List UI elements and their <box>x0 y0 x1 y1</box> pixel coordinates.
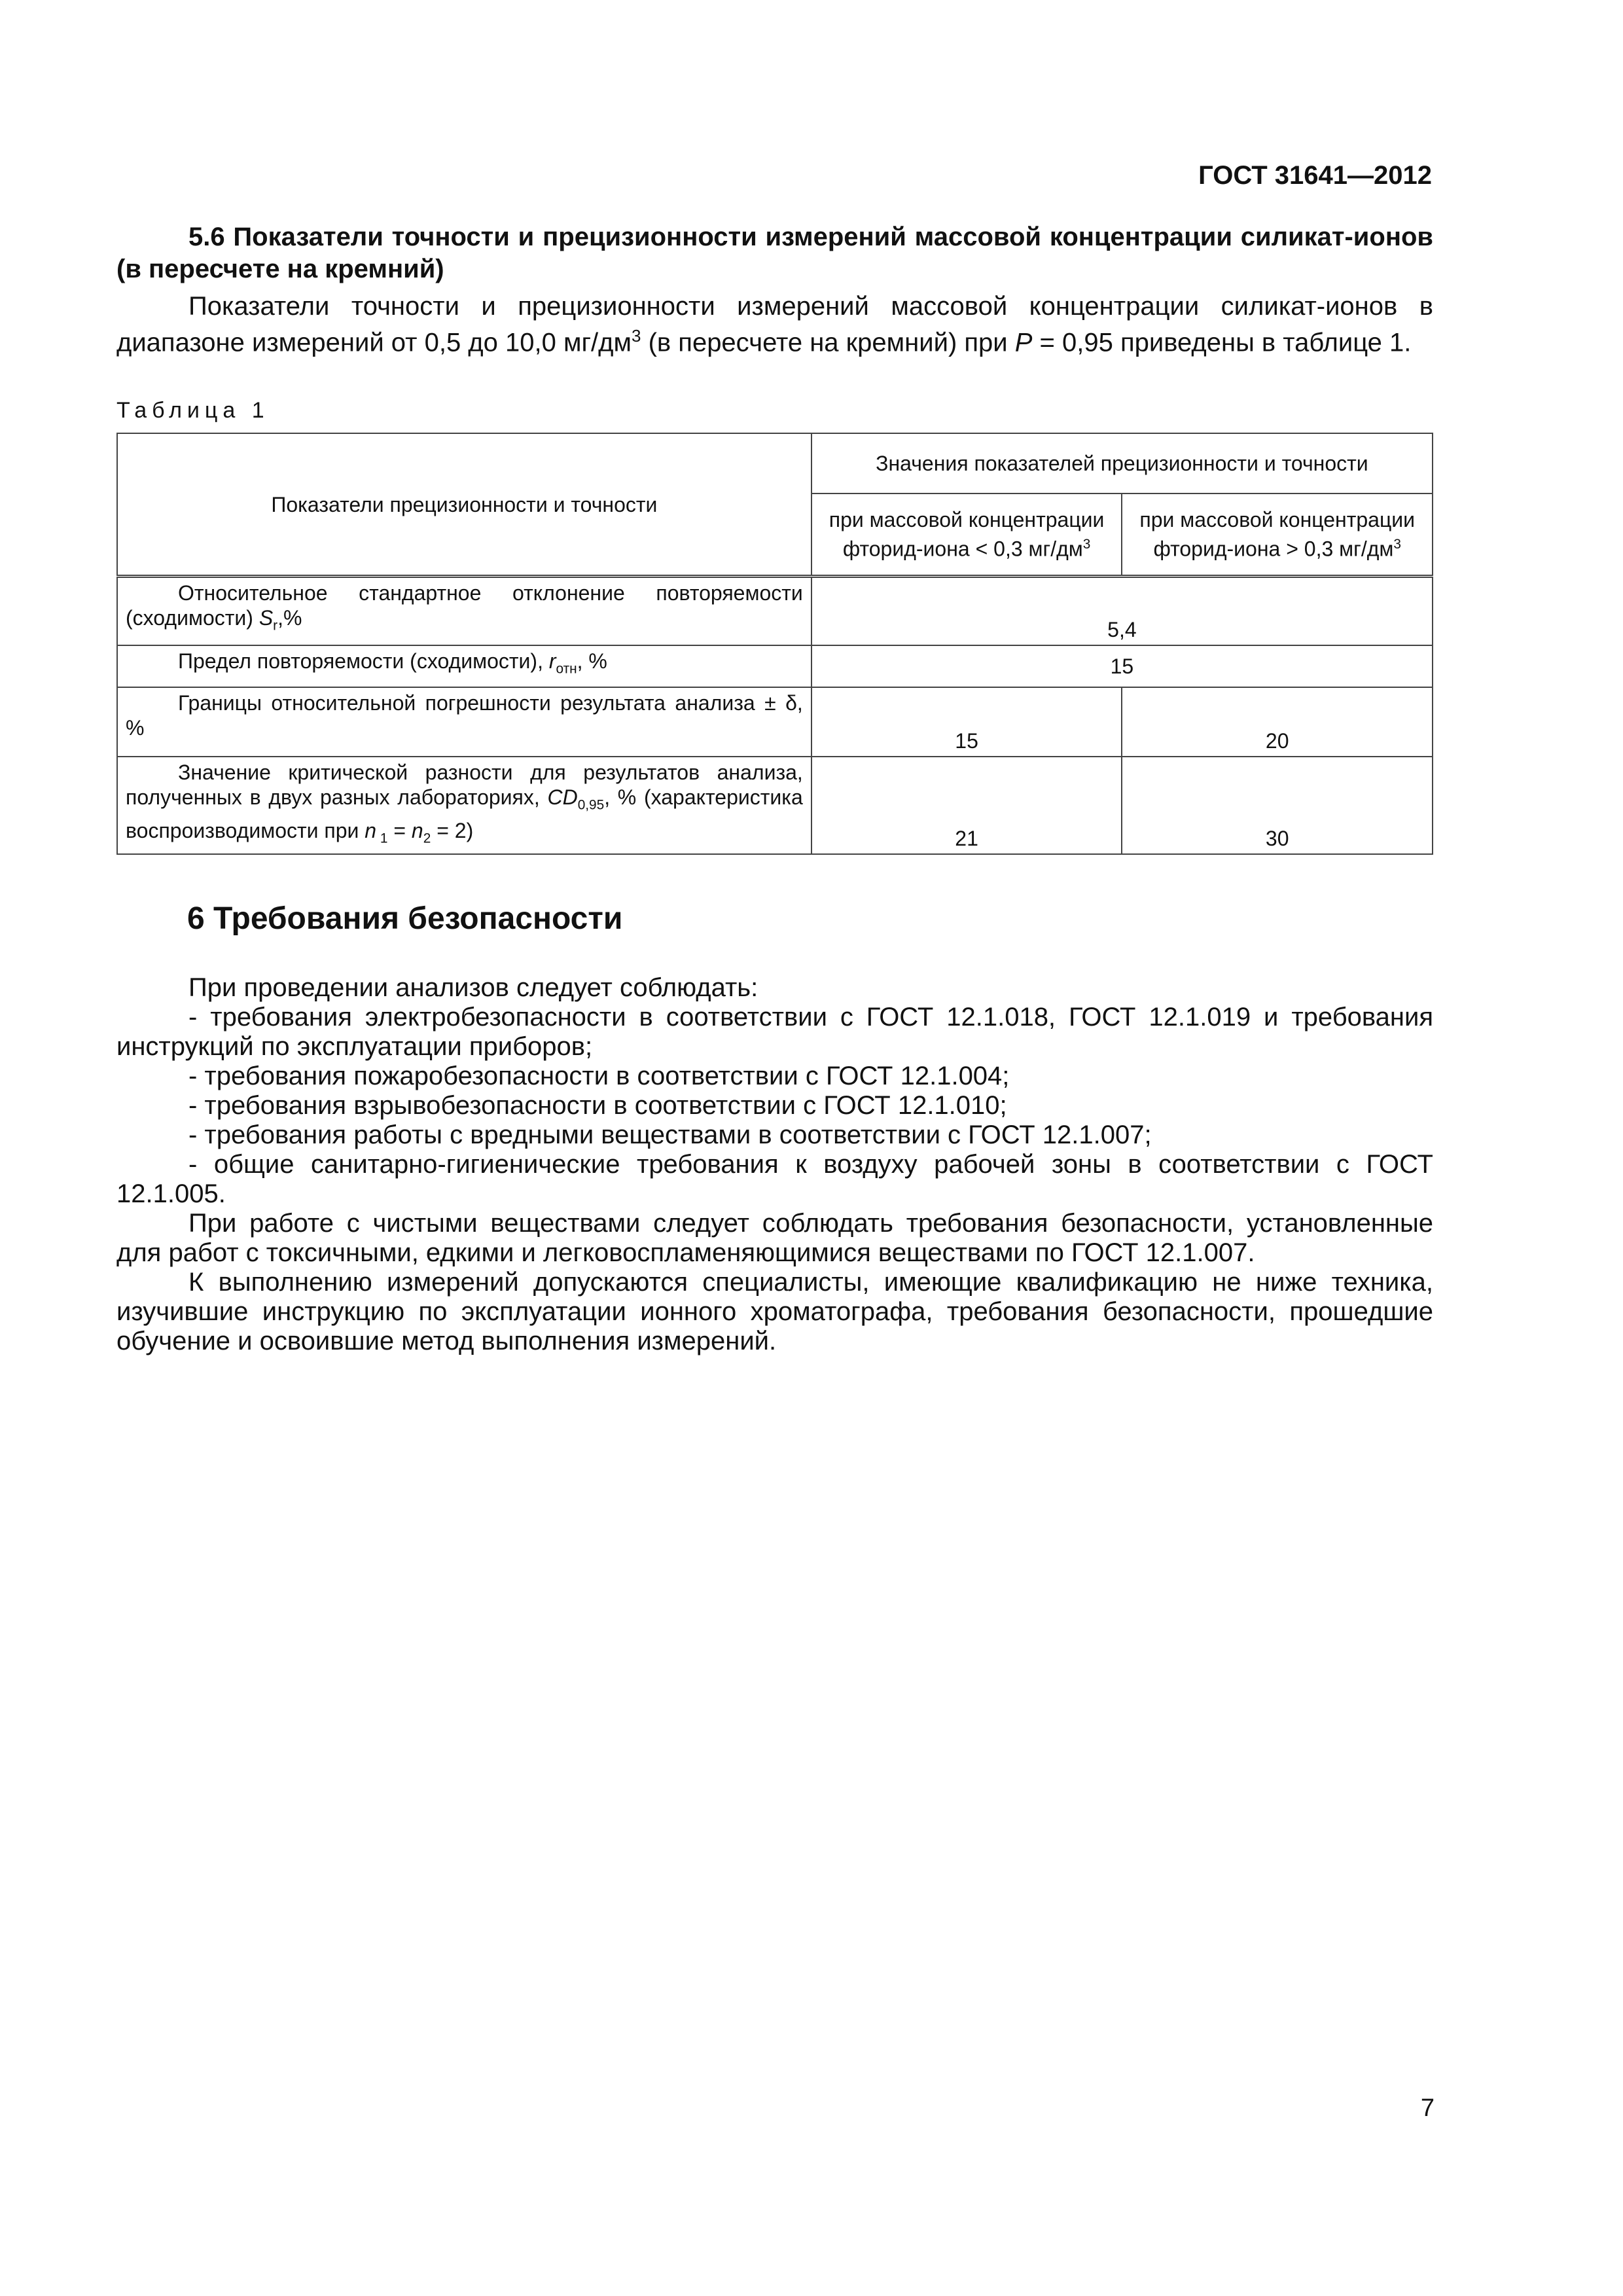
head-sub1-text: при массовой концентрации фторид-иона < 0,3 мг/дм <box>829 508 1105 561</box>
precision-table <box>116 433 1433 855</box>
row-label-var: S <box>259 605 274 630</box>
table-row <box>117 576 1433 645</box>
row-label-sub: r <box>273 618 278 634</box>
para-p-var: P <box>1014 328 1033 357</box>
row-label-n2: n <box>411 818 423 842</box>
table-head-values: Значения показателей прецизионности и точности <box>812 433 1433 493</box>
row-value-high: 20 <box>1122 687 1433 757</box>
para-text-c: = 0,95 приведены в таблице 1. <box>1032 328 1412 357</box>
list-item: - требования взрывобезопасности в соответствии с ГОСТ 12.1.010; <box>188 1091 1007 1121</box>
list-item: - общие санитарно-гигиенические требования к воздуху рабочей зоны в соответствии с ГОСТ 12.1.005. <box>116 1150 1433 1209</box>
row-label-tail: , % <box>577 649 607 673</box>
row-label: Границы относительной погрешности результата анализа ± δ, % <box>117 687 812 757</box>
list-item: - требования работы с вредными веществами в соответствии с ГОСТ 12.1.007; <box>188 1121 1152 1150</box>
section-6-paragraph-2: При работе с чистыми веществами следует соблюдать требования безопасности, установленные для работ с токсичными, едкими и легковоспламеняющимися веществами по ГОСТ 12.1.007. <box>116 1209 1433 1268</box>
row-label-n1: n <box>365 818 377 842</box>
row-value-low: 15 <box>812 687 1122 757</box>
row-value-low: 21 <box>812 757 1122 854</box>
para-sup: 3 <box>632 326 641 346</box>
row-label <box>117 757 812 854</box>
table-head-fluoride-high <box>1122 493 1433 576</box>
row-value: 5,4 <box>812 576 1433 645</box>
table-row <box>117 757 1433 854</box>
row-label-var: CD <box>547 785 578 810</box>
page-content <box>116 221 1433 1356</box>
para-text-a: Показатели точности и прецизионности измерений массовой концентрации силикат-ионов в диапазоне измерений от 0,5 до 10,0 мг/дм <box>116 292 1433 357</box>
table-head-indicators: Показатели прецизионности и точности <box>117 433 812 576</box>
row-label-n2-sub: 2 <box>423 831 431 846</box>
row-label-eq: = <box>387 818 412 842</box>
section-6-paragraph-3: К выполнению измерений допускаются специалисты, имеющие квалификацию не ниже техника, изучившие инструкцию по эксплуатации ионного хроматографа, требования безопасности, прошедшие обучение и освоившие метод выполнения измерений. <box>116 1268 1433 1356</box>
table-row <box>117 687 1433 757</box>
document-code: ГОСТ 31641—2012 <box>1198 161 1432 190</box>
row-label-sub: отн <box>556 661 577 677</box>
head-sub2-text: при массовой концентрации фторид-иона > 0,3 мг/дм <box>1139 508 1416 561</box>
table-row <box>117 645 1433 687</box>
row-label-tail: = 2) <box>431 818 474 842</box>
section-5-6-title: 5.6 Показатели точности и прецизионности измерений массовой концентрации силикат-ионов (в пересчете на кремний) <box>116 223 1433 283</box>
section-6-intro: При проведении анализов следует соблюдать: <box>188 973 758 1003</box>
para-text-b: (в пересчете на кремний) при <box>641 328 1015 357</box>
row-label <box>117 645 812 687</box>
row-label-var: r <box>548 649 556 673</box>
row-value: 15 <box>812 645 1433 687</box>
section-6-title: 6 Требования безопасности <box>187 901 623 937</box>
row-label-text: Предел повторяемости (сходимости), <box>178 649 549 673</box>
row-label <box>117 576 812 645</box>
list-item: - требования пожаробезопасности в соответствии с ГОСТ 12.1.004; <box>188 1062 1010 1091</box>
row-label-n1-sub: 1 <box>376 831 388 846</box>
row-label-sub: 0,95 <box>577 797 605 813</box>
table-head-fluoride-low <box>812 493 1122 576</box>
head-sub2-sup: 3 <box>1393 537 1401 552</box>
head-sub1-sup: 3 <box>1082 537 1091 552</box>
table-caption: Таблица 1 <box>116 398 270 423</box>
section-5-6-paragraph <box>116 292 1433 357</box>
page-number: 7 <box>1420 2094 1435 2122</box>
row-label-text: Значение критической разности для результатов анализа, полученных в двух разных лабораториях, <box>126 761 803 810</box>
row-label-text: Относительное стандартное отклонение повторяемости (сходимости) <box>126 581 803 630</box>
row-label-tail: ,% <box>277 605 302 630</box>
row-label-mid: , % (характеристика воспроизводимости при <box>126 785 803 842</box>
list-item: - требования электробезопасности в соответствии с ГОСТ 12.1.018, ГОСТ 12.1.019 и требования инструкций по эксплуатации приборов; <box>116 1003 1433 1062</box>
row-value-high: 30 <box>1122 757 1433 854</box>
